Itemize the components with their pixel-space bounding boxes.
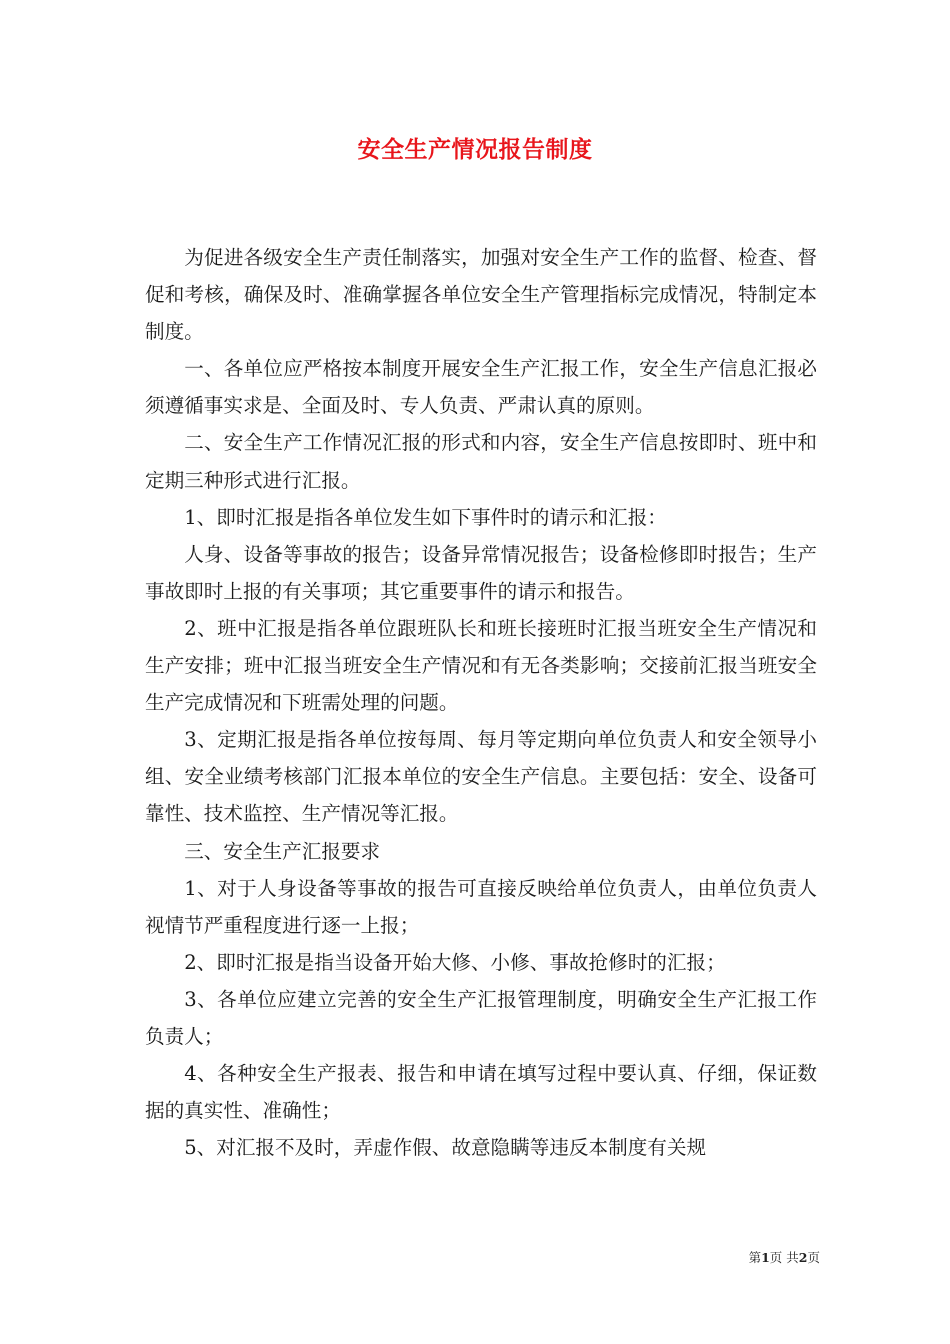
paragraph-item-2-1: 1、即时汇报是指各单位发生如下事件时的请示和汇报： — [184, 505, 667, 529]
footer-suffix: 页 — [807, 1250, 820, 1265]
paragraph-item-2-1-detail: 人身、设备等事故的报告；设备异常情况报告；设备检修即时报告；生产事故即时上报的有关事项；其它重要事件的请示和报告。 — [145, 542, 817, 603]
footer-prefix: 第 — [748, 1250, 762, 1265]
paragraph-item-3-5: 5、对汇报不及时，弄虚作假、故意隐瞒等违反本制度有关规 — [184, 1136, 707, 1160]
footer-total-pages: 2 — [798, 1250, 808, 1265]
paragraph-intro: 为促进各级安全生产责任制落实，加强对安全生产工作的监督、检查、督促和考核，确保及时、准确掌握各单位安全生产管理指标完成情况，特制定本制度。 — [145, 246, 817, 344]
paragraph-item-3-4: 4、各种安全生产报表、报告和申请在填写过程中要认真、仔细，保证数据的真实性、准确性； — [145, 1062, 817, 1123]
paragraph-section-2: 二、安全生产工作情况汇报的形式和内容，安全生产信息按即时、班中和定期三种形式进行汇报。 — [145, 431, 817, 492]
paragraph-item-2-2: 2、班中汇报是指各单位跟班队长和班长接班时汇报当班安全生产情况和生产安排；班中汇报当班安全生产情况和有无各类影响；交接前汇报当班安全生产完成情况和下班需处理的问题。 — [145, 616, 817, 715]
paragraph-item-3-1: 1、对于人身设备等事故的报告可直接反映给单位负责人，由单位负责人视情节严重程度进行逐一上报； — [145, 876, 817, 937]
paragraph-section-3: 三、安全生产汇报要求 — [184, 839, 381, 863]
footer-current-page: 1 — [761, 1250, 770, 1265]
document-title: 安全生产情况报告制度 — [357, 136, 593, 163]
paragraph-section-1: 一、各单位应严格按本制度开展安全生产汇报工作，安全生产信息汇报必须遵循事实求是、全面及时、专人负责、严肃认真的原则。 — [145, 357, 817, 418]
page-number-footer — [700, 1250, 820, 1266]
paragraph-item-3-2: 2、即时汇报是指当设备开始大修、小修、事故抢修时的汇报； — [184, 950, 726, 974]
paragraph-item-2-3: 3、定期汇报是指各单位按每周、每月等定期向单位负责人和安全领导小组、安全业绩考核部门汇报本单位的安全生产信息。主要包括：安全、设备可靠性、技术监控、生产情况等汇报。 — [145, 728, 817, 826]
paragraph-item-3-3: 3、各单位应建立完善的安全生产汇报管理制度，明确安全生产汇报工作负责人； — [145, 987, 817, 1048]
document-body — [145, 239, 817, 1166]
footer-middle: 页 共 — [769, 1250, 799, 1265]
